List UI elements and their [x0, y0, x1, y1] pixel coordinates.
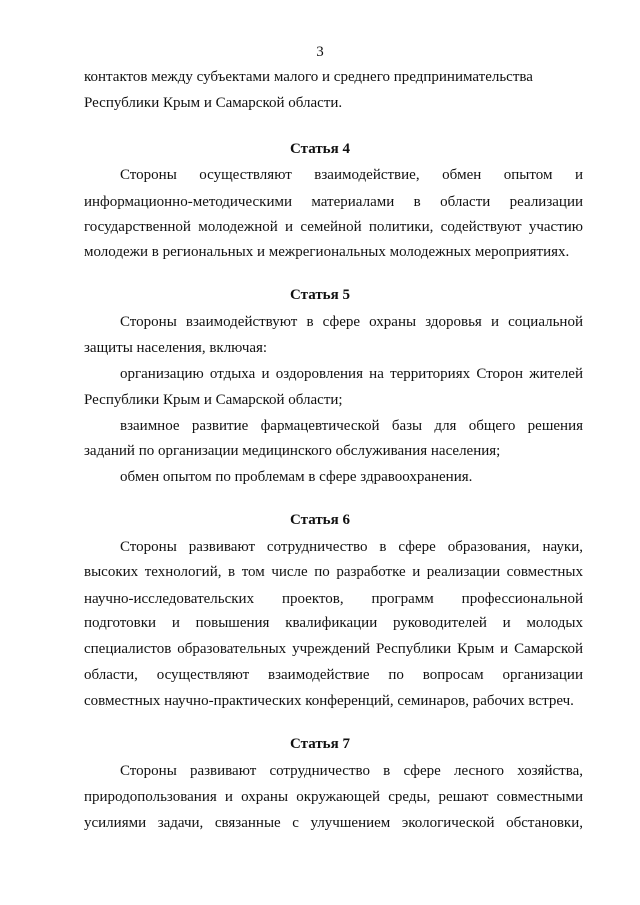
article-heading: Статья 5: [290, 287, 350, 303]
paragraph-line: государственной молодежной и семейной политики, содействуют участию: [84, 219, 583, 235]
paragraph-line: молодежи в региональных и межрегиональных молодежных мероприятиях.: [84, 244, 570, 260]
paragraph-line: специалистов образовательных учреждений Республики Крым и Самарской: [84, 641, 583, 657]
paragraph-line: усилиями задачи, связанные с улучшением экологической обстановки,: [84, 815, 583, 831]
paragraph-line: подготовки и повышения квалификации руководителей и молодых: [84, 615, 583, 631]
paragraph-line: области, осуществляют взаимодействие по вопросам организации: [84, 667, 583, 683]
paragraph-line: Республики Крым и Самарской области;: [84, 392, 343, 408]
article-heading: Статья 4: [290, 141, 350, 157]
paragraph-line: контактов между субъектами малого и среднего предпринимательства: [84, 69, 533, 85]
paragraph-line: обмен опытом по проблемам в сфере здравоохранения.: [120, 469, 473, 485]
paragraph-line: совместных научно-практических конференций, семинаров, рабочих встреч.: [84, 693, 574, 709]
paragraph-line: научно-исследовательских проектов, программ профессиональной: [84, 591, 583, 607]
paragraph-line: Стороны осуществляют взаимодействие, обмен опытом и: [120, 167, 583, 183]
page-number: 3: [316, 44, 324, 60]
paragraph-line: взаимное развитие фармацевтической базы для общего решения: [120, 418, 583, 434]
paragraph-line: природопользования и охраны окружающей среды, решают совместными: [84, 789, 583, 805]
paragraph-line: Стороны взаимодействуют в сфере охраны здоровья и социальной: [120, 314, 583, 330]
paragraph-line: Республики Крым и Самарской области.: [84, 95, 343, 111]
paragraph-line: высоких технологий, в том числе по разработке и реализации совместных: [84, 564, 583, 580]
paragraph-line: организацию отдыха и оздоровления на территориях Сторон жителей: [120, 366, 583, 382]
paragraph-line: Стороны развивают сотрудничество в сфере лесного хозяйства,: [120, 763, 583, 779]
article-heading: Статья 7: [290, 736, 350, 752]
paragraph-line: Стороны развивают сотрудничество в сфере образования, науки,: [120, 539, 583, 555]
paragraph-line: информационно-методическими материалами в области реализации: [84, 194, 583, 210]
paragraph-line: защиты населения, включая:: [84, 340, 268, 356]
article-heading: Статья 6: [290, 512, 350, 528]
paragraph-line: заданий по организации медицинского обслуживания населения;: [84, 443, 501, 459]
